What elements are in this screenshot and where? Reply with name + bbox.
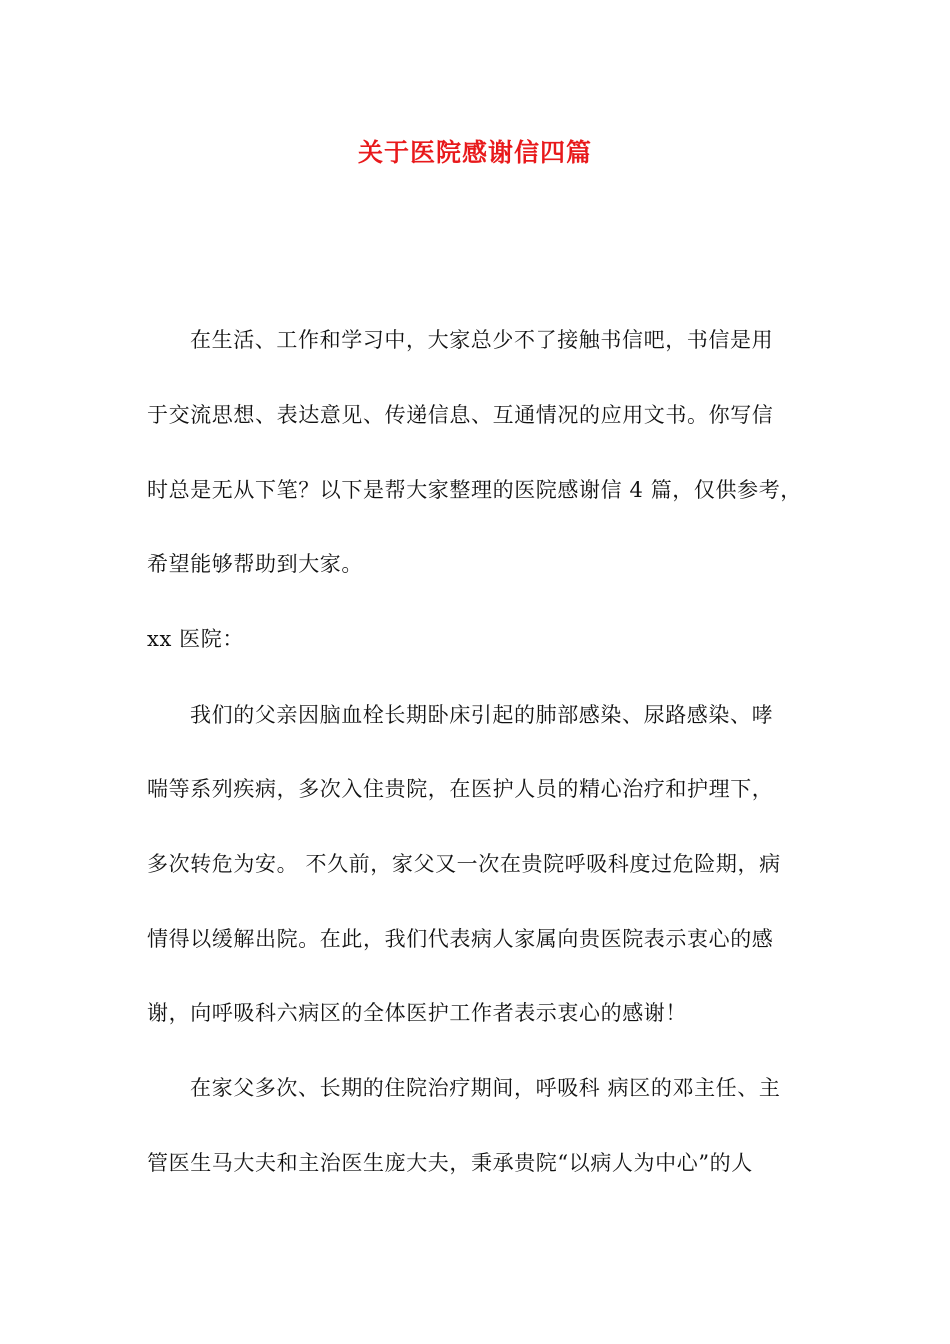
document-title: 关于医院感谢信四篇 [357, 138, 592, 167]
paragraph-line: 喘等系列疾病，多次入住贵院，在医护人员的精心治疗和护理下， [147, 777, 774, 801]
paragraph-line: 谢，向呼吸科六病区的全体医护工作者表示衷心的感谢！ [147, 1001, 687, 1025]
paragraph-line: 在生活、工作和学习中，大家总少不了接触书信吧，书信是用 [190, 328, 774, 352]
paragraph-line: 我们的父亲因脑血栓长期卧床引起的肺部感染、尿路感染、哮 [190, 703, 774, 727]
salutation-line: xx 医院： [147, 627, 244, 651]
paragraph-line: 于交流思想、表达意见、传递信息、互通情况的应用文书。你写信 [147, 403, 774, 427]
paragraph-line: 时总是无从下笔？以下是帮大家整理的医院感谢信 4 篇，仅供参考， [147, 478, 802, 502]
paragraph-line: 情得以缓解出院。在此，我们代表病人家属向贵医院表示衷心的感 [147, 927, 774, 951]
paragraph-line: 管医生马大夫和主治医生庞大夫，秉承贵院“以病人为中心”的人 [147, 1151, 753, 1175]
paragraph-line: 希望能够帮助到大家。 [147, 552, 363, 576]
paragraph-line: 多次转危为安。 不久前，家父又一次在贵院呼吸科度过危险期，病 [147, 852, 781, 876]
paragraph-line: 在家父多次、长期的住院治疗期间，呼吸科 病区的邓主任、主 [190, 1076, 781, 1100]
